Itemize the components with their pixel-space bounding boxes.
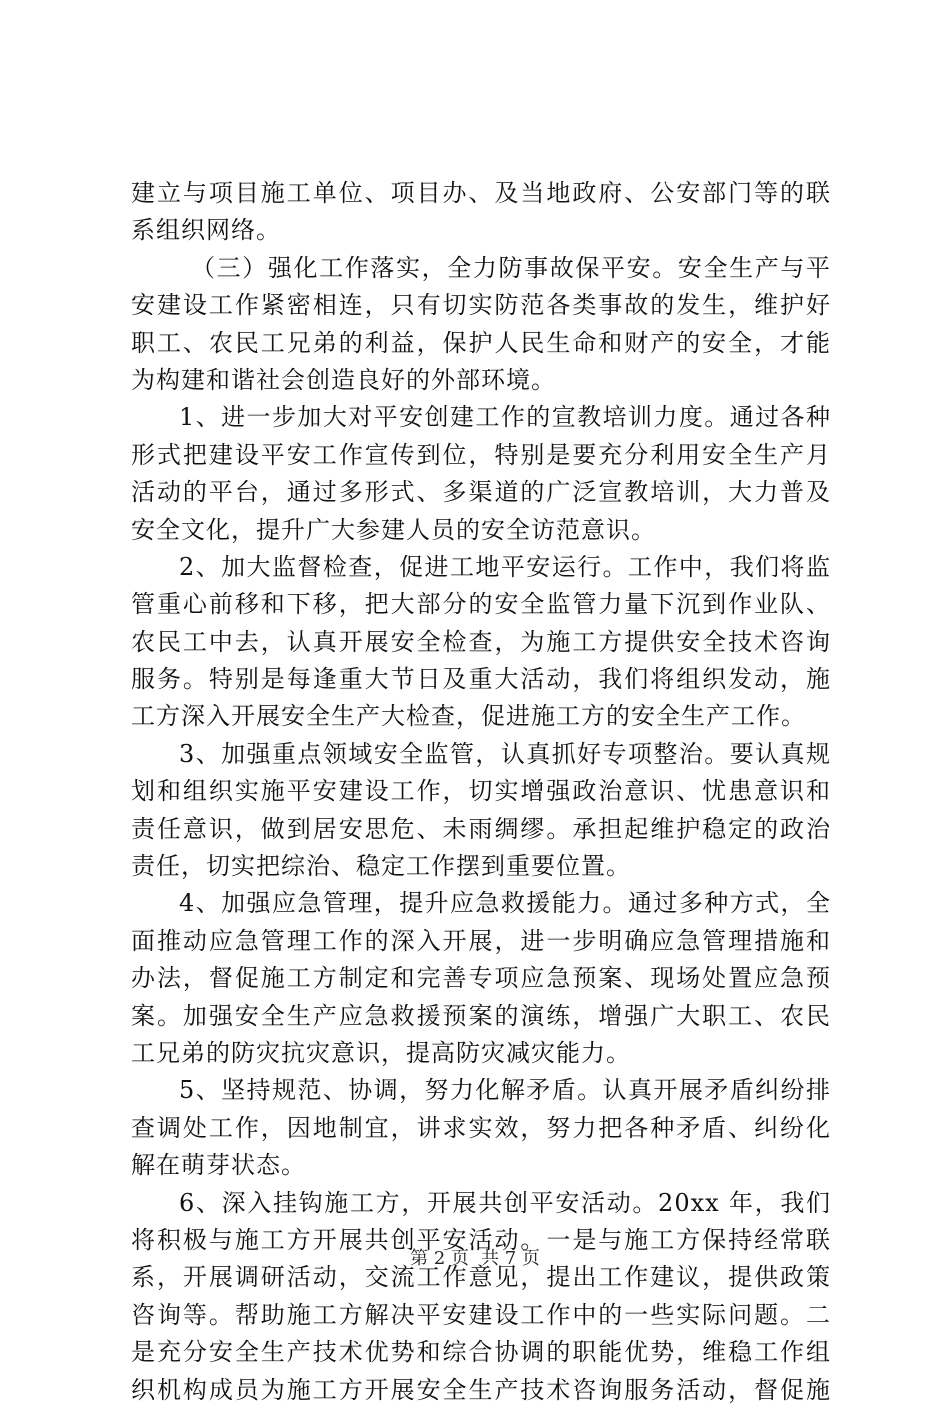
text-line: 建立与项目施工单位、项目办、及当地政府、公安部门等的联 [131, 179, 831, 207]
text-line: 将积极与施工方开展共创平安活动。一是与施工方保持经常联 [131, 1225, 831, 1254]
text-line: 4、加强应急管理，提升应急救援能力。通过多种方式，全 [179, 889, 831, 918]
text-line: 安建设工作紧密相连，只有切实防范各类事故的发生，维护好 [131, 291, 831, 320]
text-line: 6、深入挂钩施工方，开展共创平安活动。20xx 年，我们 [179, 1188, 831, 1217]
text-line: 面推动应急管理工作的深入开展，进一步明确应急管理措施和 [131, 926, 831, 955]
text-line: 织机构成员为施工方开展安全生产技术咨询服务活动，督促施 [131, 1375, 831, 1404]
text-line: 安全文化，提升广大参建人员的安全访范意识。 [131, 515, 656, 544]
text-line: 5、坚持规范、协调，努力化解矛盾。认真开展矛盾纠纷排 [179, 1076, 831, 1105]
text-line: 解在萌芽状态。 [131, 1151, 306, 1180]
page-total: 共 7 页 [481, 1248, 540, 1269]
text-line: 系组织网络。 [131, 216, 281, 245]
text-line: 职工、农民工兄弟的利益，保护人民生命和财产的安全，才能 [131, 328, 831, 357]
text-line: 农民工中去，认真开展安全检查，为施工方提供安全技术咨询 [131, 627, 831, 656]
text-line: 案。加强安全生产应急救援预案的演练，增强广大职工、农民 [131, 1001, 831, 1030]
text-line: 服务。特别是每逢重大节日及重大活动，我们将组织发动，施 [131, 665, 831, 694]
text-line: 1、进一步加大对平安创建工作的宣教培训力度。通过各种 [179, 403, 831, 432]
text-line: 3、加强重点领域安全监管，认真抓好专项整治。要认真规 [179, 739, 831, 768]
text-line: 系，开展调研活动，交流工作意见，提出工作建议，提供政策 [131, 1263, 831, 1292]
text-line: 是充分安全生产技术优势和综合协调的职能优势，维稳工作组 [131, 1338, 831, 1367]
text-line: 为构建和谐社会创造良好的外部环境。 [131, 365, 556, 394]
text-line: 责任，切实把综治、稳定工作摆到重要位置。 [131, 852, 631, 881]
text-line: 办法，督促施工方制定和完善专项应急预案、现场处置应急预 [131, 964, 831, 993]
page-footer [0, 1244, 950, 1270]
text-line: 工方深入开展安全生产大检查，促进施工方的安全生产工作。 [131, 702, 806, 731]
text-line: 查调处工作，因地制宜，讲求实效，努力把各种矛盾、纠纷化 [131, 1113, 831, 1142]
text-line: 形式把建设平安工作宣传到位，特别是要充分利用安全生产月 [131, 440, 831, 469]
text-line: （三）强化工作落实，全力防事故保平安。安全生产与平 [191, 253, 831, 282]
text-line: 工兄弟的防灾抗灾意识，提高防灾减灾能力。 [131, 1038, 631, 1067]
text-line: 责任意识，做到居安思危、未雨绸缪。承担起维护稳定的政治 [131, 814, 831, 843]
page-number: 第 2 页 [410, 1248, 469, 1269]
text-line: 划和组织实施平安建设工作，切实增强政治意识、忧患意识和 [131, 777, 831, 806]
text-line: 管重心前移和下移，把大部分的安全监管力量下沉到作业队、 [131, 590, 831, 619]
text-line: 2、加大监督检查，促进工地平安运行。工作中，我们将监 [179, 552, 831, 581]
document-body [131, 175, 831, 1409]
text-line: 咨询等。帮助施工方解决平安建设工作中的一些实际问题。二 [131, 1300, 831, 1329]
text-line: 活动的平台，通过多形式、多渠道的广泛宣教培训，大力普及 [131, 478, 831, 507]
